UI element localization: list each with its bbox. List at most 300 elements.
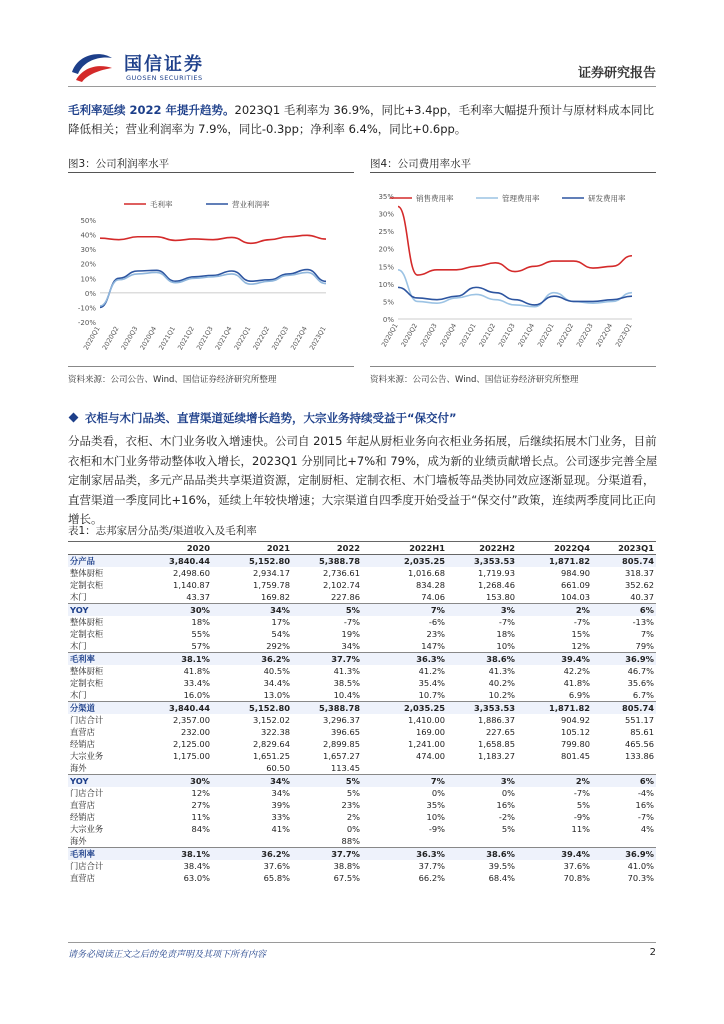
table-cell: 10% (447, 640, 517, 653)
table-cell: 5% (346, 787, 360, 798)
table-cell: 6% (592, 603, 656, 615)
table-cell: 322.38 (260, 726, 290, 737)
table-cell: 227.65 (485, 726, 515, 737)
table-cell: 37.7% (292, 847, 362, 860)
table-row (68, 579, 656, 591)
table-cell: 153.80 (447, 591, 517, 604)
table-cell: 1,871.82 (517, 554, 592, 567)
table-cell: 79% (592, 640, 656, 653)
table-cell (592, 835, 656, 848)
table-cell: 18% (496, 628, 515, 639)
table-cell: 3,296.37 (323, 714, 360, 725)
y-tick-label: -10% (77, 304, 96, 313)
table-row (68, 554, 656, 567)
table-cell: 2,035.25 (362, 554, 447, 567)
x-tick-label: 2021Q1 (157, 325, 178, 352)
row-label: 海外 (68, 835, 140, 848)
table-row (68, 738, 656, 750)
row-label: 整体厨柜 (70, 665, 104, 676)
table-cell: 66.2% (418, 872, 445, 883)
table-cell: 42.2% (563, 665, 590, 676)
table-row (68, 640, 656, 653)
x-tick-label: 2023Q1 (613, 322, 634, 349)
section-paragraph: 分品类看，衣柜、木门业务收入增速快。公司自 2015 年起从厨柜业务向衣柜业务拓展，后继续拓展木门业务，目前衣柜和木门业务带动整体收入增长，2023Q1 分别同比+7%和 79%，成为新的业绩贡献增长点。公司逐步完善全屋定制家居品类，多元产品品类共享渠道资源，定制厨柜、定制衣柜、木门墙板等品类协同效应逐渐显现。分渠道看，直营渠道一季度同比+16%，延续上年较快增速；大宗渠道自四季度开始受益于“保交付”政策，连续两季度同比正向增长。 (68, 434, 658, 527)
x-tick-label: 2022Q4 (594, 322, 615, 349)
table-cell (447, 835, 517, 848)
y-tick-label: 40% (80, 231, 96, 240)
table-cell: 16.0% (140, 689, 212, 702)
table-cell: 38.6% (447, 847, 517, 860)
legend-label: 毛利率 (150, 200, 173, 209)
fig3-bottom-rule (68, 366, 354, 367)
table-cell: -7% (637, 811, 654, 822)
table-cell: 85.61 (630, 726, 654, 737)
table-cell: 46.7% (627, 665, 654, 676)
table-cell: -13% (632, 616, 654, 627)
table-row (68, 665, 656, 677)
y-tick-label: 5% (382, 298, 394, 307)
report-type: 证券研究报告 (577, 66, 656, 81)
table-cell: 5,388.78 (292, 554, 362, 567)
table-cell: 35% (426, 799, 445, 810)
x-tick-label: 2021Q3 (496, 322, 517, 349)
table-row (68, 762, 656, 775)
logo-chinese-name: 国信证券 (124, 54, 204, 75)
section-heading-text: 衣柜与木门品类、直营渠道延续增长趋势，大宗业务持续受益于“保交付” (85, 411, 457, 425)
table-cell: 5% (292, 603, 362, 615)
footer-disclaimer: 请务必阅读正文之后的免责声明及其项下所有内容 (68, 950, 267, 960)
table-cell: 16% (496, 799, 515, 810)
y-tick-label: 20% (80, 260, 96, 269)
table-header-cell: 2023Q1 (592, 542, 656, 555)
table-cell: 38.5% (333, 677, 360, 688)
table-cell: 88% (292, 835, 362, 848)
table-cell: 551.17 (624, 714, 654, 725)
table-header-cell: 2022 (292, 542, 362, 555)
row-label: 木门 (68, 591, 140, 604)
x-tick-label: 2021Q2 (477, 322, 498, 349)
table-cell: -7% (343, 616, 360, 627)
y-tick-label: 10% (80, 275, 96, 284)
table-cell: 5% (576, 799, 590, 810)
table-cell: 2,357.00 (173, 714, 210, 725)
table-header-cell: 2022H2 (447, 542, 517, 555)
table-cell: 2,498.60 (173, 567, 210, 578)
table-header-cell: 2022Q4 (517, 542, 592, 555)
table-cell: 41.3% (333, 665, 360, 676)
row-label: 直营店 (70, 799, 95, 810)
table-cell: 34% (212, 603, 292, 615)
table-cell: 4% (640, 823, 654, 834)
table-cell: -2% (498, 811, 515, 822)
table-header-cell: 2020 (140, 542, 212, 555)
table-cell: 0% (431, 787, 445, 798)
table-cell: 41.2% (418, 665, 445, 676)
table-row (68, 677, 656, 689)
table-cell: 36.2% (212, 847, 292, 860)
table-cell: 3% (447, 774, 517, 786)
table-cell: 799.80 (560, 738, 590, 749)
table-row (68, 872, 656, 884)
table-cell: 12% (191, 787, 210, 798)
table-cell: -9% (428, 823, 445, 834)
guosen-logo-mark-icon (70, 50, 114, 84)
x-tick-label: 2021Q4 (516, 322, 537, 349)
table-cell: 5% (501, 823, 515, 834)
table-cell: 3,840.44 (140, 554, 212, 567)
table-cell: 12% (517, 640, 592, 653)
table-cell: 37.7% (292, 652, 362, 665)
table-cell: 2,035.25 (362, 701, 447, 714)
table-cell: 1,183.27 (478, 750, 515, 761)
table-cell: -6% (428, 616, 445, 627)
row-label: 门店合计 (70, 714, 104, 725)
table-cell: 43.37 (140, 591, 212, 604)
table-cell (362, 835, 447, 848)
table-cell: 1,719.93 (478, 567, 515, 578)
table-cell: -4% (637, 787, 654, 798)
table-cell: 3,152.02 (253, 714, 290, 725)
table-cell: 984.90 (560, 567, 590, 578)
table-cell: 34.4% (263, 677, 290, 688)
table-cell: 1,759.78 (253, 579, 290, 590)
table-cell: 40.2% (488, 677, 515, 688)
row-label: 经销店 (70, 811, 95, 822)
page-number: 2 (649, 947, 656, 958)
table-cell: 11% (191, 811, 210, 822)
row-label: 定制衣柜 (70, 628, 104, 639)
table-cell: 904.92 (560, 714, 590, 725)
table-cell (517, 762, 592, 775)
y-tick-label: 30% (80, 246, 96, 255)
table-row (68, 823, 656, 835)
table-cell: 7% (640, 628, 654, 639)
table-cell: 57% (140, 640, 212, 653)
table-cell: 105.12 (560, 726, 590, 737)
table-cell: 41.8% (563, 677, 590, 688)
table-cell: 805.74 (592, 701, 656, 714)
x-tick-label: 2022Q3 (574, 322, 595, 349)
row-label: 毛利率 (68, 847, 140, 860)
table-cell: 36.3% (362, 652, 447, 665)
table-cell: 474.00 (415, 750, 445, 761)
table-cell: 1,016.68 (408, 567, 445, 578)
table-cell: 2% (346, 811, 360, 822)
table-row (68, 603, 656, 615)
table-row (68, 811, 656, 823)
y-tick-label: 50% (80, 217, 96, 225)
table-cell (212, 835, 292, 848)
table-cell: 5,152.80 (212, 701, 292, 714)
row-label: 经销店 (70, 738, 95, 749)
table-cell: 36.3% (362, 847, 447, 860)
x-tick-label: 2021Q3 (194, 325, 215, 352)
table-cell: 227.86 (292, 591, 362, 604)
table-row (68, 787, 656, 799)
table-cell: 11% (571, 823, 590, 834)
table-cell: 169.82 (212, 591, 292, 604)
fig4-source: 资料来源：公司公告、Wind、国信证券经济研究所整理 (370, 375, 579, 385)
table-cell: 1,140.87 (173, 579, 210, 590)
table-cell: 54% (271, 628, 290, 639)
row-label: 直营店 (70, 872, 95, 883)
x-tick-label: 2020Q1 (81, 325, 102, 352)
table-cell: 30% (140, 603, 212, 615)
table-cell: 40.5% (263, 665, 290, 676)
y-tick-label: 0% (84, 289, 96, 298)
table-cell: 292% (212, 640, 292, 653)
x-tick-label: 2021Q1 (457, 322, 478, 349)
table-cell: 2,934.17 (253, 567, 290, 578)
table-cell: 68.4% (488, 872, 515, 883)
table-cell: 30% (140, 774, 212, 786)
row-label: YOY (68, 774, 140, 786)
table-cell: 1,657.27 (323, 750, 360, 761)
table-cell: 38.6% (447, 652, 517, 665)
table-cell: 2,125.00 (173, 738, 210, 749)
y-tick-label: 20% (378, 245, 394, 254)
table-cell: 7% (362, 774, 447, 786)
table-cell: 2% (517, 603, 592, 615)
row-label: 直营店 (70, 726, 95, 737)
y-tick-label: 0% (382, 316, 394, 324)
table-cell: 113.45 (292, 762, 362, 775)
table-row (68, 847, 656, 860)
x-tick-label: 2020Q1 (379, 322, 400, 349)
table-cell: -7% (573, 787, 590, 798)
table-cell: 34% (292, 640, 362, 653)
table-cell: -7% (573, 616, 590, 627)
x-tick-label: 2020Q3 (418, 322, 439, 349)
table-cell: 39.4% (517, 847, 592, 860)
table-cell: 38.1% (140, 652, 212, 665)
table-row (68, 652, 656, 665)
table-cell: 10.4% (292, 689, 362, 702)
table-cell: 39% (271, 799, 290, 810)
table-cell: 41% (271, 823, 290, 834)
table-cell: 3,353.53 (447, 554, 517, 567)
fig4-title-rule (370, 172, 656, 173)
logo-english-name: GUOSEN SECURITIES (126, 74, 203, 82)
table-cell: 2,102.74 (323, 579, 360, 590)
table-row (68, 860, 656, 872)
table-cell: 67.5% (333, 872, 360, 883)
table-cell: 318.37 (624, 567, 654, 578)
y-tick-label: 25% (378, 228, 394, 237)
table-cell (140, 762, 212, 775)
x-tick-label: 2020Q3 (119, 325, 140, 352)
y-tick-label: 15% (378, 263, 394, 272)
legend-label: 销售费用率 (416, 194, 454, 203)
table-cell: 5% (292, 774, 362, 786)
table-title: 表1：志邦家居分品类/渠道收入及毛利率 (68, 525, 257, 537)
table-cell: 84% (191, 823, 210, 834)
table-cell (592, 762, 656, 775)
revenue-margin-table (68, 541, 656, 884)
table-cell: 6% (592, 774, 656, 786)
table-cell: 352.62 (624, 579, 654, 590)
table-cell: 37.6% (263, 860, 290, 871)
table-cell: 37.6% (563, 860, 590, 871)
table-cell: 34% (271, 787, 290, 798)
x-tick-label: 2020Q4 (438, 322, 459, 349)
profit-margin-chart (68, 176, 354, 362)
table-cell: 661.09 (560, 579, 590, 590)
fig4-bottom-rule (370, 366, 656, 367)
table-cell: 396.65 (330, 726, 360, 737)
table-cell (517, 835, 592, 848)
table-row (68, 835, 656, 848)
table-cell: 0% (346, 823, 360, 834)
row-label: 定制衣柜 (70, 677, 104, 688)
table-cell: 60.50 (212, 762, 292, 775)
row-label: 大宗业务 (70, 750, 104, 761)
table-cell: 1,175.00 (173, 750, 210, 761)
fig3-title: 图3：公司利润率水平 (68, 158, 170, 170)
table-cell: 55% (191, 628, 210, 639)
y-tick-label: 10% (378, 280, 394, 289)
legend-label: 营业利润率 (232, 200, 270, 209)
table-cell: 1,651.25 (253, 750, 290, 761)
table-cell: 805.74 (592, 554, 656, 567)
table-cell: 3% (447, 603, 517, 615)
legend-label: 研发费用率 (588, 194, 626, 203)
table-cell: 41.0% (627, 860, 654, 871)
table-cell: 10.2% (447, 689, 517, 702)
table-cell: 1,410.00 (408, 714, 445, 725)
y-tick-label: 35% (378, 193, 394, 201)
table-cell: 6.7% (592, 689, 656, 702)
table-cell: 1,886.37 (478, 714, 515, 725)
table-cell: 16% (635, 799, 654, 810)
x-tick-label: 2022Q1 (232, 325, 253, 352)
x-tick-label: 2023Q1 (307, 325, 328, 352)
table-header-row (68, 542, 656, 555)
table-cell: 23% (341, 799, 360, 810)
x-tick-label: 2020Q2 (100, 325, 121, 352)
row-label: 整体厨柜 (70, 616, 104, 627)
table-cell: 169.00 (415, 726, 445, 737)
y-tick-label: -20% (77, 319, 96, 327)
x-tick-label: 2021Q4 (213, 325, 234, 352)
table-cell: 15% (571, 628, 590, 639)
table-cell: 3,840.44 (140, 701, 212, 714)
y-tick-label: 30% (378, 210, 394, 219)
row-label: 海外 (68, 762, 140, 775)
table-row (68, 689, 656, 702)
table-cell: 27% (191, 799, 210, 810)
table-cell: 10.7% (362, 689, 447, 702)
table-cell: 1,241.00 (408, 738, 445, 749)
x-tick-label: 2022Q3 (270, 325, 291, 352)
table-cell: 2,899.85 (323, 738, 360, 749)
table-cell: 41.3% (488, 665, 515, 676)
row-label: 门店合计 (70, 860, 104, 871)
table-cell: 74.06 (362, 591, 447, 604)
x-tick-label: 2022Q2 (251, 325, 272, 352)
x-tick-label: 2022Q2 (555, 322, 576, 349)
table-row (68, 701, 656, 714)
x-tick-label: 2021Q2 (176, 325, 196, 352)
expense-ratio-chart (370, 176, 656, 362)
table-cell: 33.4% (183, 677, 210, 688)
table-cell: 1,871.82 (517, 701, 592, 714)
table-cell: 35.4% (418, 677, 445, 688)
diamond-bullet-icon (69, 413, 79, 423)
row-label: 定制衣柜 (70, 579, 104, 590)
header-divider (68, 86, 656, 87)
series-line-销售费用率 (398, 207, 632, 276)
table-cell: 38.8% (333, 860, 360, 871)
table-cell: 5,152.80 (212, 554, 292, 567)
table-cell: -9% (573, 811, 590, 822)
table-cell: 3,353.53 (447, 701, 517, 714)
x-tick-label: 2020Q2 (399, 322, 420, 349)
table-cell: 2% (517, 774, 592, 786)
table-cell: 2,736.61 (323, 567, 360, 578)
row-label: 分渠道 (68, 701, 140, 714)
table-row (68, 750, 656, 762)
table-cell: 7% (362, 603, 447, 615)
intro-text: 2023Q1 毛利率为 36.9%，同比+3.4pp，毛利率大幅提升预计与原材料成本同比降低相关；营业利润率为 7.9%，同比-0.3pp；净利率 6.4%，同比+0.6pp。 (68, 103, 655, 136)
fig4-title: 图4：公司费用率水平 (370, 158, 472, 170)
table-cell: 13.0% (212, 689, 292, 702)
series-line-毛利率 (100, 235, 326, 243)
x-tick-label: 2020Q4 (138, 325, 159, 352)
table-cell: 19% (341, 628, 360, 639)
table-cell: 1,658.85 (478, 738, 515, 749)
table-cell: 2,829.64 (253, 738, 290, 749)
table-row (68, 628, 656, 640)
table-cell: 1,268.46 (478, 579, 515, 590)
row-label: 木门 (68, 640, 140, 653)
table-cell: 23% (426, 628, 445, 639)
table-row (68, 774, 656, 786)
row-label: 木门 (68, 689, 140, 702)
table-cell: 834.28 (415, 579, 445, 590)
row-label: 分产品 (68, 554, 140, 567)
intro-paragraph (68, 101, 658, 139)
table-cell: 232.00 (180, 726, 210, 737)
table-cell: 33% (271, 811, 290, 822)
table-cell: 10% (426, 811, 445, 822)
table-cell: 0% (501, 787, 515, 798)
table-cell: 36.9% (592, 847, 656, 860)
section-heading (68, 410, 457, 426)
table-cell (447, 762, 517, 775)
table-row (68, 726, 656, 738)
row-label: 大宗业务 (70, 823, 104, 834)
table-cell: 104.03 (517, 591, 592, 604)
table-header-cell: 2022H1 (362, 542, 447, 555)
table-cell: 37.7% (418, 860, 445, 871)
table-cell: 6.9% (517, 689, 592, 702)
table-cell: 147% (362, 640, 447, 653)
intro-bold-lead: 毛利率延续 2022 年提升趋势。 (68, 103, 235, 117)
table-cell: -7% (498, 616, 515, 627)
series-line-净利率 (100, 272, 326, 306)
table-header-cell (68, 542, 140, 555)
table-cell: 5,388.78 (292, 701, 362, 714)
table-cell: 38.1% (140, 847, 212, 860)
table-cell: 36.9% (592, 652, 656, 665)
table-cell: 39.5% (488, 860, 515, 871)
table-cell: 35.6% (627, 677, 654, 688)
table-cell: 70.3% (627, 872, 654, 883)
table-cell: 17% (271, 616, 290, 627)
table-cell: 65.8% (263, 872, 290, 883)
row-label: 门店合计 (70, 787, 104, 798)
